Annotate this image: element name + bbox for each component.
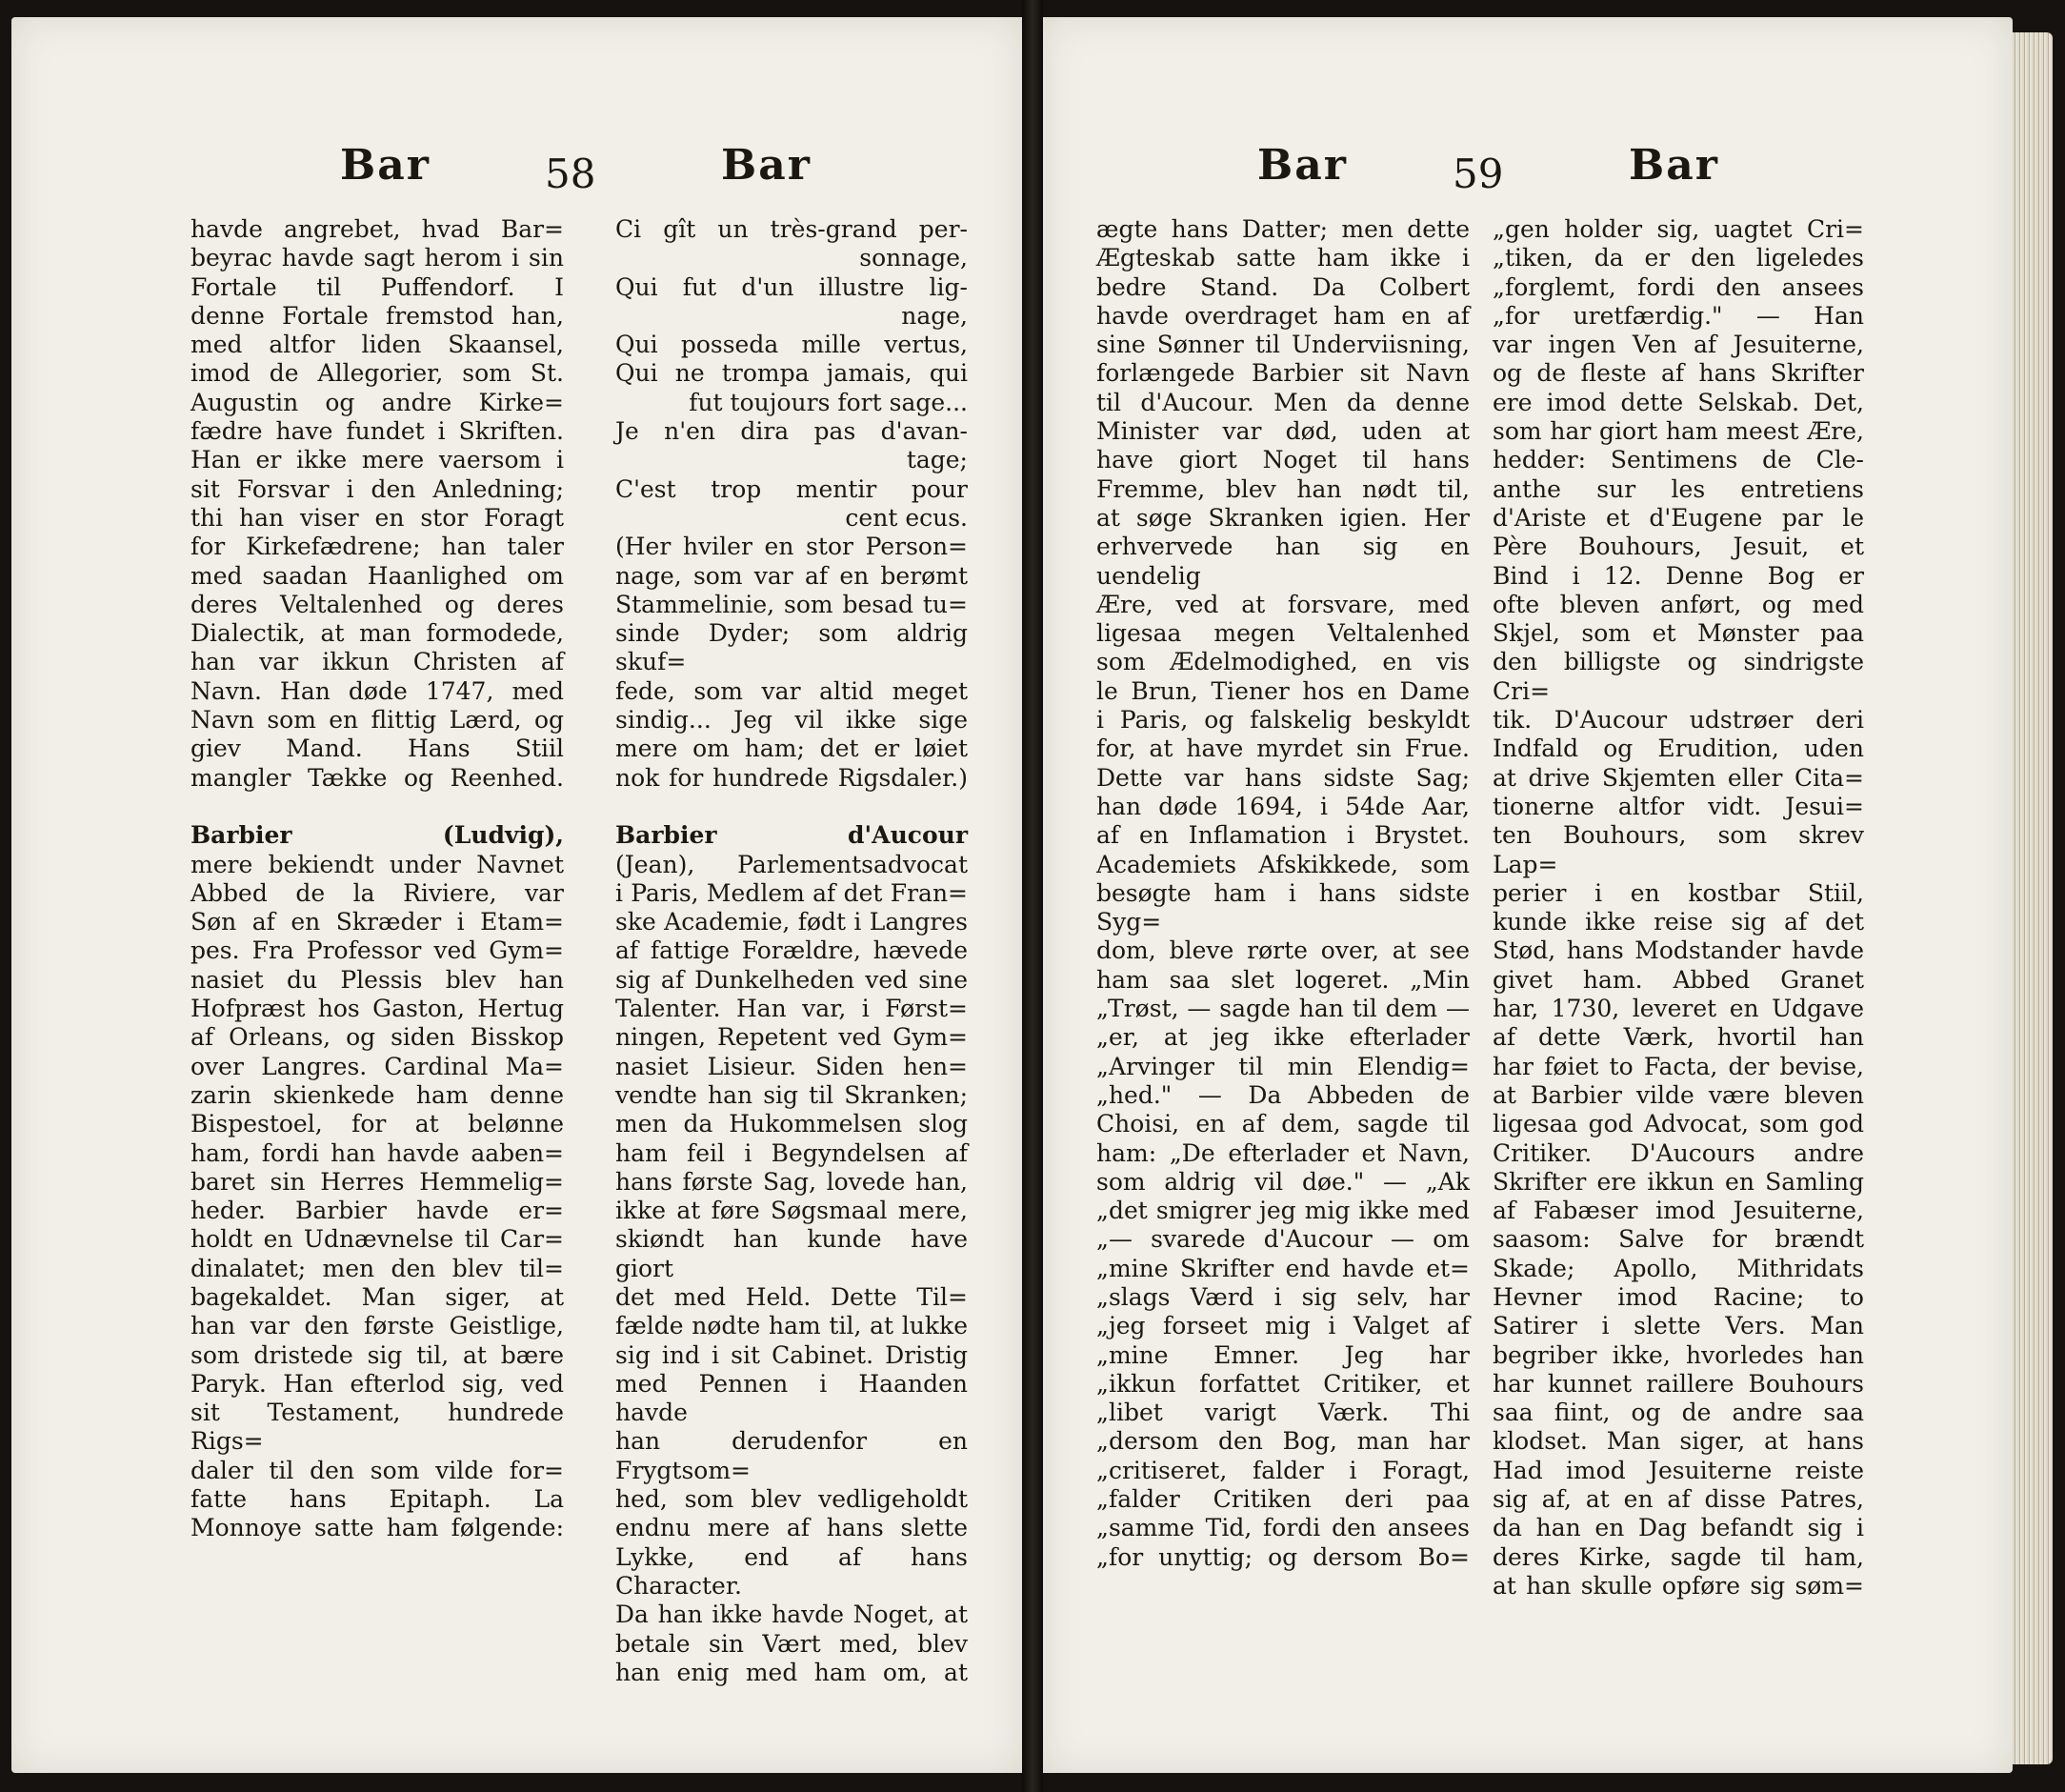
text-line: erhvervede han sig en uendelig bbox=[1096, 533, 1470, 590]
text-line: thi han viser en stor Foragt bbox=[190, 503, 564, 532]
text-line: Ægteskab satte ham ikke i bbox=[1096, 244, 1470, 272]
right-column-1 bbox=[1096, 215, 1470, 1572]
text-line: dinalatet; men den blev til= bbox=[190, 1254, 564, 1282]
text-line: som dristede sig til, at bære bbox=[190, 1340, 564, 1369]
text-line: „tiken, da er den ligeledes bbox=[1493, 244, 1864, 272]
text-line: betale sin Vært med, blev bbox=[615, 1629, 968, 1658]
text-line: anthe sur les entretiens bbox=[1493, 474, 1864, 503]
text-line: nasiet Lisieur. Siden hen= bbox=[615, 1052, 968, 1080]
text-line: d'Ariste et d'Eugene par le bbox=[1493, 503, 1864, 532]
text-line: sit Testament, hundrede Rigs= bbox=[190, 1399, 564, 1456]
text-line: ikke at føre Søgsmaal mere, bbox=[615, 1197, 968, 1225]
text-line: har, 1730, leveret en Udgave bbox=[1493, 995, 1864, 1023]
text-line: le Brun, Tiener hos en Dame bbox=[1096, 676, 1470, 705]
text-line: sinde Dyder; som aldrig skuf= bbox=[615, 619, 968, 676]
text-line: Navn som en flittig Lærd, og bbox=[190, 706, 564, 735]
text-line: pes. Fra Professor ved Gym= bbox=[190, 936, 564, 965]
right-head-word-right: Bar bbox=[1629, 141, 1719, 190]
text-line: Fortale til Puffendorf. I bbox=[190, 272, 564, 301]
text-line: det med Held. Dette Til= bbox=[615, 1282, 968, 1311]
text-line: af en Inflamation i Brystet. bbox=[1096, 821, 1470, 850]
text-line: Père Bouhours, Jesuit, et bbox=[1493, 533, 1864, 561]
text-line: at Barbier vilde være bleven bbox=[1493, 1080, 1864, 1109]
text-line: skiøndt han kunde have giort bbox=[615, 1225, 968, 1282]
text-line: deres Veltalenhed og deres bbox=[190, 590, 564, 618]
text-line: har føiet to Facta, der bevise, bbox=[1493, 1052, 1864, 1080]
text-line: mere om ham; det er løiet bbox=[615, 735, 968, 763]
text-line: havde overdraget ham en af bbox=[1096, 301, 1470, 330]
text-line: „for unyttig; og dersom Bo= bbox=[1096, 1542, 1470, 1571]
text-line: ham: „De efterlader et Navn, bbox=[1096, 1138, 1470, 1167]
text-line: over Langres. Cardinal Ma= bbox=[190, 1052, 564, 1080]
text-line: „hed." — Da Abbeden de bbox=[1096, 1080, 1470, 1109]
col1-text bbox=[190, 215, 564, 1543]
text-line: „ikkun forfattet Critiker, et bbox=[1096, 1369, 1470, 1398]
text-line: Monnoye satte ham følgende: bbox=[190, 1514, 564, 1542]
left-head-word-left: Bar bbox=[340, 141, 431, 190]
text-line: Satirer i slette Vers. Man bbox=[1493, 1312, 1864, 1340]
text-line: daler til den som vilde for= bbox=[190, 1456, 564, 1484]
text-line: han døde 1694, i 54de Aar, bbox=[1096, 792, 1470, 820]
text-line: ske Academie, født i Langres bbox=[615, 908, 968, 936]
text-line: Dette var hans sidste Sag; bbox=[1096, 763, 1470, 792]
text-line: Ci gît un très-grand per- bbox=[615, 215, 968, 243]
text-line: den billigste og sindrigste Cri= bbox=[1493, 648, 1864, 705]
text-line: „dersom den Bog, man har bbox=[1096, 1427, 1470, 1456]
text-line: „jeg forseet mig i Valget af bbox=[1096, 1312, 1470, 1340]
text-line: „samme Tid, fordi den ansees bbox=[1096, 1514, 1470, 1542]
text-line: Stammelinie, som besad tu= bbox=[615, 590, 968, 618]
text-line: imod de Allegorier, som St. bbox=[190, 359, 564, 388]
text-line: kunde ikke reise sig af det bbox=[1493, 908, 1864, 936]
left-column-2 bbox=[615, 215, 968, 1687]
text-line: med Pennen i Haanden havde bbox=[615, 1369, 968, 1427]
text-line: „— svarede d'Aucour — om bbox=[1096, 1225, 1470, 1254]
text-line bbox=[615, 793, 968, 821]
text-line: sig ind i sit Cabinet. Dristig bbox=[615, 1340, 968, 1369]
text-line: Hevner imod Racine; to bbox=[1493, 1282, 1864, 1311]
text-line: nasiet du Plessis blev han bbox=[190, 965, 564, 994]
text-line: Bind i 12. Denne Bog er bbox=[1493, 561, 1864, 590]
text-line: „Trøst, — sagde han til dem — bbox=[1096, 995, 1470, 1023]
text-line: men da Hukommelsen slog bbox=[615, 1110, 968, 1138]
text-line: og de fleste af hans Skrifter bbox=[1493, 359, 1864, 388]
text-line: ten Bouhours, som skrev Lap= bbox=[1493, 821, 1864, 878]
text-line: hed, som blev vedligeholdt bbox=[615, 1485, 968, 1514]
text-line: deres Kirke, sagde til ham, bbox=[1493, 1542, 1864, 1571]
right-page-number: 59 bbox=[1453, 151, 1504, 197]
text-line: fædre have fundet i Skriften. bbox=[190, 417, 564, 446]
text-line: Bispestoel, for at belønne bbox=[190, 1110, 564, 1138]
text-line: hans første Sag, lovede han, bbox=[615, 1167, 968, 1196]
text-line: i Paris, Medlem af det Fran= bbox=[615, 878, 968, 907]
text-line: havde angrebet, hvad Bar= bbox=[190, 215, 564, 243]
text-line: for Kirkefædrene; han taler bbox=[190, 533, 564, 561]
text-line: tage; bbox=[906, 446, 968, 474]
text-line: beyrac havde sagt herom i sin bbox=[190, 244, 564, 272]
text-line: „falder Critiken deri paa bbox=[1096, 1485, 1470, 1514]
text-line: nage, bbox=[901, 301, 968, 330]
text-line: Academiets Afskikkede, som bbox=[1096, 850, 1470, 878]
text-line: at drive Skjemten eller Cita= bbox=[1493, 763, 1864, 792]
text-line: mere bekiendt under Navnet bbox=[190, 850, 564, 878]
text-line: Ære, ved at forsvare, med bbox=[1096, 590, 1470, 618]
text-line: (Jean), Parlementsadvocat bbox=[615, 850, 968, 878]
text-line: til d'Aucour. Men da denne bbox=[1096, 388, 1470, 416]
right-head-word-left: Bar bbox=[1257, 141, 1348, 190]
text-line bbox=[190, 793, 564, 821]
text-line: givet ham. Abbed Granet bbox=[1493, 965, 1864, 994]
text-line: han var den første Geistlige, bbox=[190, 1312, 564, 1340]
text-line: ham saa slet logeret. „Min bbox=[1096, 965, 1470, 994]
left-head-word-right: Bar bbox=[721, 141, 812, 190]
text-line: ligesaa god Advocat, som god bbox=[1493, 1110, 1864, 1138]
text-line: mangler Tække og Reenhed. bbox=[190, 763, 564, 792]
text-line: af fattige Forældre, hævede bbox=[615, 936, 968, 965]
text-line: fælde nødte ham til, at lukke bbox=[615, 1312, 968, 1340]
text-line: cent ecus. bbox=[845, 503, 968, 532]
text-line: ligesaa megen Veltalenhed bbox=[1096, 619, 1470, 648]
text-line: han var ikkun Christen af bbox=[190, 648, 564, 676]
text-line: fede, som var altid meget bbox=[615, 676, 968, 705]
text-line: som Ædelmodighed, en vis bbox=[1096, 648, 1470, 676]
text-line: Hofpræst hos Gaston, Hertug bbox=[190, 995, 564, 1023]
text-line: ere imod dette Selskab. Det, bbox=[1493, 388, 1864, 416]
text-line: forlængede Barbier sit Navn bbox=[1096, 359, 1470, 388]
right-running-head bbox=[1043, 141, 2013, 208]
text-line: Had imod Jesuiterne reiste bbox=[1493, 1456, 1864, 1484]
text-line: Barbier d'Aucour bbox=[615, 821, 968, 850]
text-line: i Paris, og falskelig beskyldt bbox=[1096, 706, 1470, 735]
text-line: nok for hundrede Rigsdaler.) bbox=[615, 763, 968, 792]
text-line: giev Mand. Hans Stiil bbox=[190, 735, 564, 763]
text-line: Critiker. D'Aucours andre bbox=[1493, 1138, 1864, 1167]
text-line: have giort Noget til hans bbox=[1096, 446, 1470, 474]
text-line: „critiseret, falder i Foragt, bbox=[1096, 1456, 1470, 1484]
text-line: Minister var død, uden at bbox=[1096, 417, 1470, 446]
text-line: saa fiint, og de andre saa bbox=[1493, 1399, 1864, 1427]
text-line: har kunnet raillere Bouhours bbox=[1493, 1369, 1864, 1398]
text-line: han enig med ham om, at bbox=[615, 1658, 968, 1686]
text-line: heder. Barbier havde er= bbox=[190, 1197, 564, 1225]
text-line: fut toujours fort sage... bbox=[689, 388, 968, 416]
text-line: besøgte ham i hans sidste Syg= bbox=[1096, 878, 1470, 936]
text-line: var ingen Ven af Jesuiterne, bbox=[1493, 331, 1864, 359]
text-line: for, at have myrdet sin Frue. bbox=[1096, 735, 1470, 763]
text-line: Abbed de la Riviere, var bbox=[190, 878, 564, 907]
text-line: „slags Værd i sig selv, har bbox=[1096, 1282, 1470, 1311]
text-line: saasom: Salve for brændt bbox=[1493, 1225, 1864, 1254]
text-line: „det smigrer jeg mig ikke med bbox=[1096, 1197, 1470, 1225]
text-line: af Fabæser imod Jesuiterne, bbox=[1493, 1197, 1864, 1225]
text-line: Skade; Apollo, Mithridats bbox=[1493, 1254, 1864, 1282]
text-line: at han skulle opføre sig søm= bbox=[1493, 1571, 1864, 1600]
text-line: denne Fortale fremstod han, bbox=[190, 301, 564, 330]
book-spine bbox=[1022, 0, 1043, 1792]
text-line: Barbier (Ludvig), bbox=[190, 821, 564, 850]
text-line: ofte bleven anført, og med bbox=[1493, 590, 1864, 618]
text-line: holdt en Udnævnelse til Car= bbox=[190, 1225, 564, 1254]
right-column-2 bbox=[1493, 215, 1864, 1601]
text-line: Lykke, end af hans Character. bbox=[615, 1542, 968, 1600]
col2-text bbox=[615, 533, 968, 1687]
text-line: „gen holder sig, uagtet Cri= bbox=[1493, 215, 1864, 243]
text-line: dom, bleve rørte over, at see bbox=[1096, 936, 1470, 965]
text-line: Skrifter ere ikkun en Samling bbox=[1493, 1167, 1864, 1196]
text-line: ham feil i Begyndelsen af bbox=[615, 1138, 968, 1167]
text-line: Dialectik, at man formodede, bbox=[190, 619, 564, 648]
text-line: som aldrig vil døe." — „Ak bbox=[1096, 1167, 1470, 1196]
text-line: Indfald og Erudition, uden bbox=[1493, 735, 1864, 763]
text-line: ningen, Repetent ved Gym= bbox=[615, 1023, 968, 1052]
text-line: hedder: Sentimens de Cle- bbox=[1493, 446, 1864, 474]
text-line: Søn af en Skræder i Etam= bbox=[190, 908, 564, 936]
text-line: perier i en kostbar Stiil, bbox=[1493, 878, 1864, 907]
text-line: Han er ikke mere vaersom i bbox=[190, 446, 564, 474]
text-line: „mine Skrifter end havde et= bbox=[1096, 1254, 1470, 1282]
text-line: bedre Stand. Da Colbert bbox=[1096, 272, 1470, 301]
left-running-head bbox=[11, 141, 1022, 208]
text-line: tik. D'Aucour udstrøer deri bbox=[1493, 706, 1864, 735]
text-line: zarin skienkede ham denne bbox=[190, 1080, 564, 1109]
text-line: af dette Værk, hvortil han bbox=[1493, 1023, 1864, 1052]
text-line: sig af Dunkelheden ved sine bbox=[615, 965, 968, 994]
text-line: han derudenfor en Frygtsom= bbox=[615, 1427, 968, 1484]
text-line: Choisi, en af dem, sagde til bbox=[1096, 1110, 1470, 1138]
french-epitaph bbox=[615, 215, 968, 533]
text-line: „libet varigt Værk. Thi bbox=[1096, 1399, 1470, 1427]
text-line: ham, fordi han havde aaben= bbox=[190, 1138, 564, 1167]
text-line: Je n'en dira pas d'avan- bbox=[615, 417, 968, 446]
text-line: Paryk. Han efterlod sig, ved bbox=[190, 1369, 564, 1398]
left-page bbox=[11, 17, 1022, 1773]
col1-text bbox=[1096, 215, 1470, 1572]
text-line: sit Forsvar i den Anledning; bbox=[190, 474, 564, 503]
text-line: sindig... Jeg vil ikke sige bbox=[615, 706, 968, 735]
text-line: som har giort ham meest Ære, bbox=[1493, 417, 1864, 446]
text-line: med saadan Haanlighed om bbox=[190, 561, 564, 590]
text-line: begriber ikke, hvorledes han bbox=[1493, 1340, 1864, 1369]
text-line: „mine Emner. Jeg har bbox=[1096, 1340, 1470, 1369]
text-line: Qui fut d'un illustre lig- bbox=[615, 272, 968, 301]
text-line: baret sin Herres Hemmelig= bbox=[190, 1167, 564, 1196]
text-line: tionerne altfor vidt. Jesui= bbox=[1493, 792, 1864, 820]
text-line: C'est trop mentir pour bbox=[615, 474, 968, 503]
text-line: med altfor liden Skaansel, bbox=[190, 331, 564, 359]
text-line: Stød, hans Modstander havde bbox=[1493, 936, 1864, 965]
col2-text bbox=[1493, 215, 1864, 1601]
text-line: Fremme, blev han nødt til, bbox=[1096, 474, 1470, 503]
text-line: nage, som var af en berømt bbox=[615, 561, 968, 590]
text-line: vendte han sig til Skranken; bbox=[615, 1080, 968, 1109]
left-page-number: 58 bbox=[545, 151, 596, 197]
text-line: „forglemt, fordi den ansees bbox=[1493, 272, 1864, 301]
right-page bbox=[1043, 17, 2013, 1773]
text-line: „for uretfærdig." — Han bbox=[1493, 301, 1864, 330]
text-line: Augustin og andre Kirke= bbox=[190, 388, 564, 416]
text-line: Qui ne trompa jamais, qui bbox=[615, 359, 968, 388]
text-line: (Her hviler en stor Person= bbox=[615, 533, 968, 561]
text-line: af Orleans, og siden Bisskop bbox=[190, 1023, 564, 1052]
text-line: ægte hans Datter; men dette bbox=[1096, 215, 1470, 243]
text-line: bagekaldet. Man siger, at bbox=[190, 1282, 564, 1311]
text-line: da han en Dag befandt sig i bbox=[1493, 1514, 1864, 1542]
text-line: sine Sønner til Underviisning, bbox=[1096, 331, 1470, 359]
text-line: „Arvinger til min Elendig= bbox=[1096, 1052, 1470, 1080]
text-line: Talenter. Han var, i Først= bbox=[615, 995, 968, 1023]
page-edges bbox=[2013, 32, 2053, 1764]
text-line: Skjel, som et Mønster paa bbox=[1493, 619, 1864, 648]
text-line: „er, at jeg ikke efterlader bbox=[1096, 1023, 1470, 1052]
text-line: endnu mere af hans slette bbox=[615, 1514, 968, 1542]
text-line: at søge Skranken igien. Her bbox=[1096, 503, 1470, 532]
text-line: fatte hans Epitaph. La bbox=[190, 1485, 564, 1514]
text-line: Navn. Han døde 1747, med bbox=[190, 676, 564, 705]
text-line: Da han ikke havde Noget, at bbox=[615, 1601, 968, 1629]
text-line: Qui posseda mille vertus, bbox=[615, 331, 968, 359]
text-line: sonnage, bbox=[859, 244, 968, 272]
text-line: sig af, at en af disse Patres, bbox=[1493, 1485, 1864, 1514]
text-line: klodset. Man siger, at hans bbox=[1493, 1427, 1864, 1456]
left-column-1 bbox=[190, 215, 564, 1543]
